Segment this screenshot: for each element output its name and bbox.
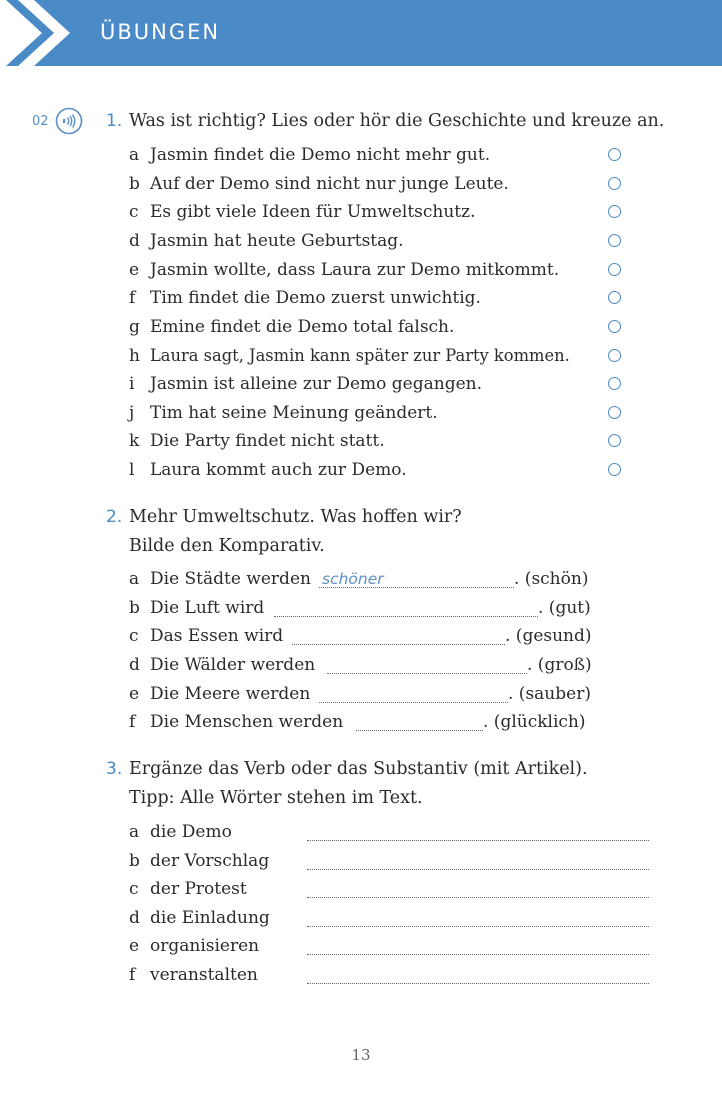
item-letter: c bbox=[129, 202, 139, 222]
item-text: die Einladung bbox=[150, 908, 270, 928]
fill-blank-e[interactable] bbox=[319, 702, 508, 703]
item-text: Jasmin ist alleine zur Demo gegangen. bbox=[150, 374, 482, 394]
item-letter: a bbox=[129, 145, 140, 165]
header-banner bbox=[0, 0, 722, 66]
item-text: die Demo bbox=[150, 822, 232, 842]
fill-line-b[interactable] bbox=[307, 869, 649, 870]
hint-e: . (sauber) bbox=[508, 684, 591, 704]
item-letter: e bbox=[129, 936, 140, 956]
item-text: Jasmin hat heute Geburtstag. bbox=[150, 231, 404, 251]
exercise-2-instruction: Mehr Umweltschutz. Was hoffen wir? bbox=[129, 507, 462, 527]
item-text: Jasmin wollte, dass Laura zur Demo mitkommt. bbox=[150, 260, 560, 280]
exercise-3-title bbox=[106, 755, 588, 783]
hint-b: . (gut) bbox=[538, 598, 591, 618]
fill-blank-c[interactable] bbox=[292, 644, 505, 645]
page-number: 13 bbox=[351, 1046, 371, 1064]
hint-a: . (schön) bbox=[514, 569, 589, 589]
answer-checkbox-e[interactable] bbox=[608, 263, 621, 276]
fill-blank-b[interactable] bbox=[274, 616, 538, 617]
exercise-2-title bbox=[106, 503, 462, 531]
answer-checkbox-b[interactable] bbox=[608, 177, 621, 190]
item-letter: g bbox=[129, 317, 140, 337]
fill-blank-f[interactable] bbox=[356, 730, 483, 731]
item-letter: b bbox=[129, 851, 140, 871]
item-letter: f bbox=[129, 712, 136, 732]
fill-line-e[interactable] bbox=[307, 954, 649, 955]
hint-d: . (groß) bbox=[527, 655, 592, 675]
item-text: Laura sagt, Jasmin kann später zur Party kommen. bbox=[150, 346, 570, 365]
fill-line-d[interactable] bbox=[307, 926, 649, 927]
exercise-3-number: 3. bbox=[106, 759, 123, 779]
item-letter: l bbox=[129, 460, 135, 480]
item-text: Die Party findet nicht statt. bbox=[150, 431, 385, 451]
fill-blank-d[interactable] bbox=[327, 673, 527, 674]
item-letter: a bbox=[129, 822, 140, 842]
fill-line-c[interactable] bbox=[307, 897, 649, 898]
item-letter: f bbox=[129, 965, 136, 985]
answer-checkbox-a[interactable] bbox=[608, 148, 621, 161]
item-text: Tim hat seine Meinung geändert. bbox=[150, 403, 438, 423]
answer-checkbox-f[interactable] bbox=[608, 291, 621, 304]
section-title: ÜBUNGEN bbox=[100, 20, 221, 44]
audio-track[interactable] bbox=[32, 107, 83, 135]
item-text: Emine findet die Demo total falsch. bbox=[150, 317, 455, 337]
item-text: Die Wälder werden bbox=[150, 655, 316, 675]
item-letter: k bbox=[129, 431, 140, 451]
item-letter: i bbox=[129, 374, 135, 394]
item-letter: d bbox=[129, 231, 140, 251]
answer-checkbox-d[interactable] bbox=[608, 234, 621, 247]
item-letter: e bbox=[129, 684, 140, 704]
item-text: Die Luft wird bbox=[150, 598, 265, 618]
item-text: Es gibt viele Ideen für Umweltschutz. bbox=[150, 202, 476, 222]
exercise-1-instruction: Was ist richtig? Lies oder hör die Geschichte und kreuze an. bbox=[129, 111, 665, 131]
item-letter: b bbox=[129, 598, 140, 618]
answer-checkbox-k[interactable] bbox=[608, 434, 621, 447]
item-letter: c bbox=[129, 879, 139, 899]
item-text: Die Menschen werden bbox=[150, 712, 344, 732]
answer-checkbox-j[interactable] bbox=[608, 406, 621, 419]
item-letter: c bbox=[129, 626, 139, 646]
item-letter: d bbox=[129, 908, 140, 928]
track-number: 02 bbox=[32, 113, 49, 129]
item-letter: d bbox=[129, 655, 140, 675]
exercise-2-number: 2. bbox=[106, 507, 123, 527]
item-text: Jasmin findet die Demo nicht mehr gut. bbox=[150, 145, 491, 165]
item-letter: j bbox=[129, 403, 135, 423]
item-text: der Protest bbox=[150, 879, 247, 899]
hint-f: . (glücklich) bbox=[483, 712, 586, 732]
answer-checkbox-g[interactable] bbox=[608, 320, 621, 333]
answer-checkbox-i[interactable] bbox=[608, 377, 621, 390]
answer-checkbox-h[interactable] bbox=[608, 349, 621, 362]
answer-checkbox-l[interactable] bbox=[608, 463, 621, 476]
filled-answer-a: schöner bbox=[322, 570, 384, 588]
item-letter: f bbox=[129, 288, 136, 308]
fill-line-a[interactable] bbox=[307, 840, 649, 841]
item-text: organisieren bbox=[150, 936, 260, 956]
item-text: Laura kommt auch zur Demo. bbox=[150, 460, 407, 480]
item-letter: a bbox=[129, 569, 140, 589]
item-letter: e bbox=[129, 260, 140, 280]
item-text: Auf der Demo sind nicht nur junge Leute. bbox=[150, 174, 509, 194]
exercise-3-instruction: Ergänze das Verb oder das Substantiv (mit Artikel). bbox=[129, 759, 588, 779]
exercise-1-title bbox=[106, 107, 665, 135]
item-text: Tim findet die Demo zuerst unwichtig. bbox=[150, 288, 481, 308]
item-text: veranstalten bbox=[150, 965, 258, 985]
item-text: Das Essen wird bbox=[150, 626, 284, 646]
audio-speaker-icon[interactable] bbox=[55, 107, 83, 135]
hint-c: . (gesund) bbox=[505, 626, 592, 646]
exercise-3-subtitle: Tipp: Alle Wörter stehen im Text. bbox=[129, 788, 423, 808]
exercise-2-subtitle: Bilde den Komparativ. bbox=[129, 536, 325, 556]
item-text: Die Städte werden bbox=[150, 569, 311, 589]
item-letter: h bbox=[129, 346, 140, 366]
fill-line-f[interactable] bbox=[307, 983, 649, 984]
exercise-1-number: 1. bbox=[106, 111, 123, 131]
item-letter: b bbox=[129, 174, 140, 194]
item-text: Die Meere werden bbox=[150, 684, 311, 704]
answer-checkbox-c[interactable] bbox=[608, 205, 621, 218]
item-text: der Vorschlag bbox=[150, 851, 270, 871]
